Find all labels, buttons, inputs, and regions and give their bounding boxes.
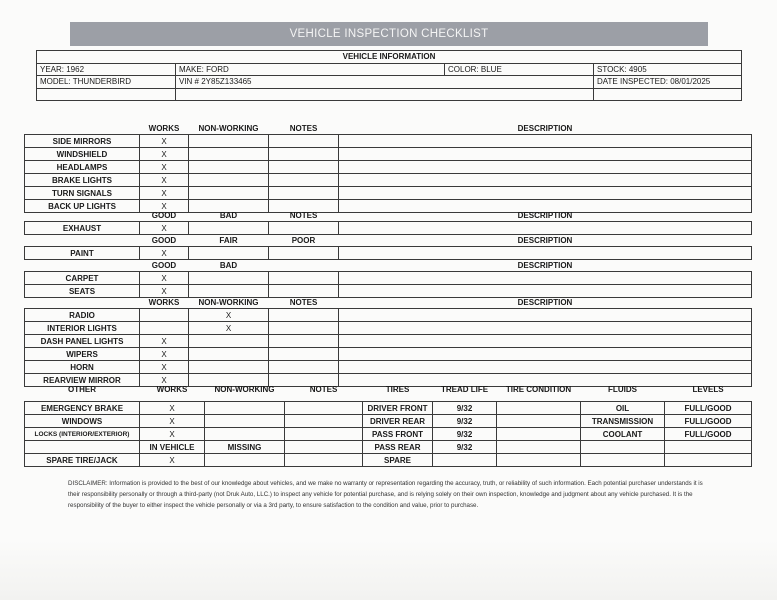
check-cell: X <box>140 402 205 415</box>
check-cell: X <box>189 309 269 322</box>
tire-position: SPARE <box>363 454 433 467</box>
tires-header: TIRES <box>385 384 410 394</box>
check-cell: X <box>140 161 189 174</box>
fluid-name: COOLANT <box>581 428 665 441</box>
table-row: SEATS <box>25 285 140 298</box>
check-cell: X <box>140 428 205 441</box>
table-row: EXHAUST <box>25 222 140 235</box>
year-field: YEAR: 1962 <box>37 63 176 76</box>
check-cell <box>189 348 269 361</box>
description-header: DESCRIPTION <box>517 260 573 270</box>
check-cell: X <box>140 454 205 467</box>
other-header: OTHER <box>68 384 96 394</box>
check-cell: X <box>140 148 189 161</box>
title-bar <box>70 22 708 46</box>
interior-table <box>24 259 752 298</box>
tire-position: PASS REAR <box>363 441 433 454</box>
table-row: HEADLAMPS <box>25 161 140 174</box>
tread-life-header: TREAD LIFE <box>440 384 489 394</box>
in-vehicle-header: IN VEHICLE <box>140 441 205 454</box>
tire-position: DRIVER FRONT <box>363 402 433 415</box>
check-cell: X <box>140 174 189 187</box>
table-row: HORN <box>25 361 140 374</box>
vin-field: VIN # 2Y85Z133465 <box>176 76 594 89</box>
disclaimer-text: DISCLAIMER: Information is provided to the best of our knowledge about vehicles, and we make no warranty or representation regarding the accuracy, truth, or reliability of such information. Each potential purchaser understands it is their responsibility personally or through a third-party (not Druk Auto, LLC.) to inspect any vehicle for potential purchase, and is relying solely on their own inspection, knowledge and judgment about any vehicle purchased. It is the responsibility of the buyer to either inspect the vehicle personally or via a 3rd party, to ensure satisfaction to the condition and value, prior to purchase. <box>68 480 703 509</box>
vehicle-info-table <box>36 50 742 101</box>
table-row: REARVIEW MIRROR <box>25 374 140 387</box>
color-field: COLOR: BLUE <box>445 63 594 76</box>
bad-header: BAD <box>219 210 238 220</box>
table-row: EMERGENCY BRAKE <box>25 402 140 415</box>
description-header: DESCRIPTION <box>517 235 573 245</box>
check-cell: X <box>140 415 205 428</box>
description-header: DESCRIPTION <box>517 210 573 220</box>
tread-value: 9/32 <box>433 415 497 428</box>
check-cell <box>189 161 269 174</box>
check-cell: X <box>189 322 269 335</box>
stock-field: STOCK: 4905 <box>594 63 742 76</box>
tread-value: 9/32 <box>433 402 497 415</box>
fluid-name: OIL <box>581 402 665 415</box>
table-row: CARPET <box>25 272 140 285</box>
fluid-level: FULL/GOOD <box>665 415 752 428</box>
nonworking-header: NON-WORKING <box>214 384 275 394</box>
spare-tire-label: SPARE TIRE/JACK <box>25 454 140 467</box>
check-cell: X <box>140 187 189 200</box>
tread-value: 9/32 <box>433 441 497 454</box>
table-row: BACK UP LIGHTS <box>25 200 140 213</box>
lights-table <box>24 122 752 213</box>
table-row: RADIO <box>25 309 140 322</box>
table-row: WIPERS <box>25 348 140 361</box>
table-row: LOCKS (INTERIOR/EXTERIOR) <box>25 428 140 441</box>
check-cell <box>189 361 269 374</box>
works-header: WORKS <box>148 123 180 133</box>
check-cell <box>189 187 269 200</box>
table-row: SIDE MIRRORS <box>25 135 140 148</box>
check-cell <box>140 322 189 335</box>
notes-header: NOTES <box>289 123 318 133</box>
vehicle-info-heading: VEHICLE INFORMATION <box>37 51 742 64</box>
fluid-name: TRANSMISSION <box>581 415 665 428</box>
tread-value: 9/32 <box>433 428 497 441</box>
check-cell: X <box>140 135 189 148</box>
fluid-level: FULL/GOOD <box>665 428 752 441</box>
check-cell: X <box>140 361 189 374</box>
check-cell <box>189 335 269 348</box>
page-title: VEHICLE INSPECTION CHECKLIST <box>289 28 489 40</box>
works-header: WORKS <box>156 384 188 394</box>
tire-position: PASS FRONT <box>363 428 433 441</box>
paint-table <box>24 234 752 260</box>
exhaust-table <box>24 209 752 235</box>
other-tires-fluids-table <box>24 383 752 467</box>
good-header: GOOD <box>151 235 177 245</box>
check-cell <box>189 174 269 187</box>
date-field: DATE INSPECTED: 08/01/2025 <box>594 76 742 89</box>
fluid-level: FULL/GOOD <box>665 402 752 415</box>
check-cell: X <box>140 374 189 387</box>
tire-condition-header: TIRE CONDITION <box>505 384 572 394</box>
missing-header: MISSING <box>205 441 285 454</box>
blank-margin <box>0 540 777 600</box>
table-row: BRAKE LIGHTS <box>25 174 140 187</box>
make-field: MAKE: FORD <box>176 63 445 76</box>
check-cell: X <box>140 285 189 298</box>
notes-header: NOTES <box>289 297 318 307</box>
table-row: INTERIOR LIGHTS <box>25 322 140 335</box>
check-cell: X <box>140 335 189 348</box>
electrical-table <box>24 296 752 387</box>
description-header: DESCRIPTION <box>517 123 573 133</box>
works-header: WORKS <box>148 297 180 307</box>
table-row: TURN SIGNALS <box>25 187 140 200</box>
nonworking-header: NON-WORKING <box>198 123 259 133</box>
check-cell: X <box>140 348 189 361</box>
notes-header: NOTES <box>289 210 318 220</box>
description-header: DESCRIPTION <box>517 297 573 307</box>
table-row: PAINT <box>25 247 140 260</box>
table-row: DASH PANEL LIGHTS <box>25 335 140 348</box>
check-cell: X <box>140 272 189 285</box>
tire-position: DRIVER REAR <box>363 415 433 428</box>
fair-header: FAIR <box>219 235 238 245</box>
check-cell: X <box>140 247 189 260</box>
good-header: GOOD <box>151 210 177 220</box>
check-cell: X <box>140 222 189 235</box>
model-field: MODEL: THUNDERBIRD <box>37 76 176 89</box>
nonworking-header: NON-WORKING <box>198 297 259 307</box>
good-header: GOOD <box>151 260 177 270</box>
table-row: WINDOWS <box>25 415 140 428</box>
fluids-header: FLUIDS <box>608 384 637 394</box>
table-row: WINDSHIELD <box>25 148 140 161</box>
check-cell <box>140 309 189 322</box>
check-cell: X <box>140 200 189 213</box>
notes-header: NOTES <box>309 384 338 394</box>
check-cell <box>189 148 269 161</box>
poor-header: POOR <box>291 235 316 245</box>
check-cell <box>189 135 269 148</box>
levels-header: LEVELS <box>692 384 724 394</box>
bad-header: BAD <box>219 260 238 270</box>
